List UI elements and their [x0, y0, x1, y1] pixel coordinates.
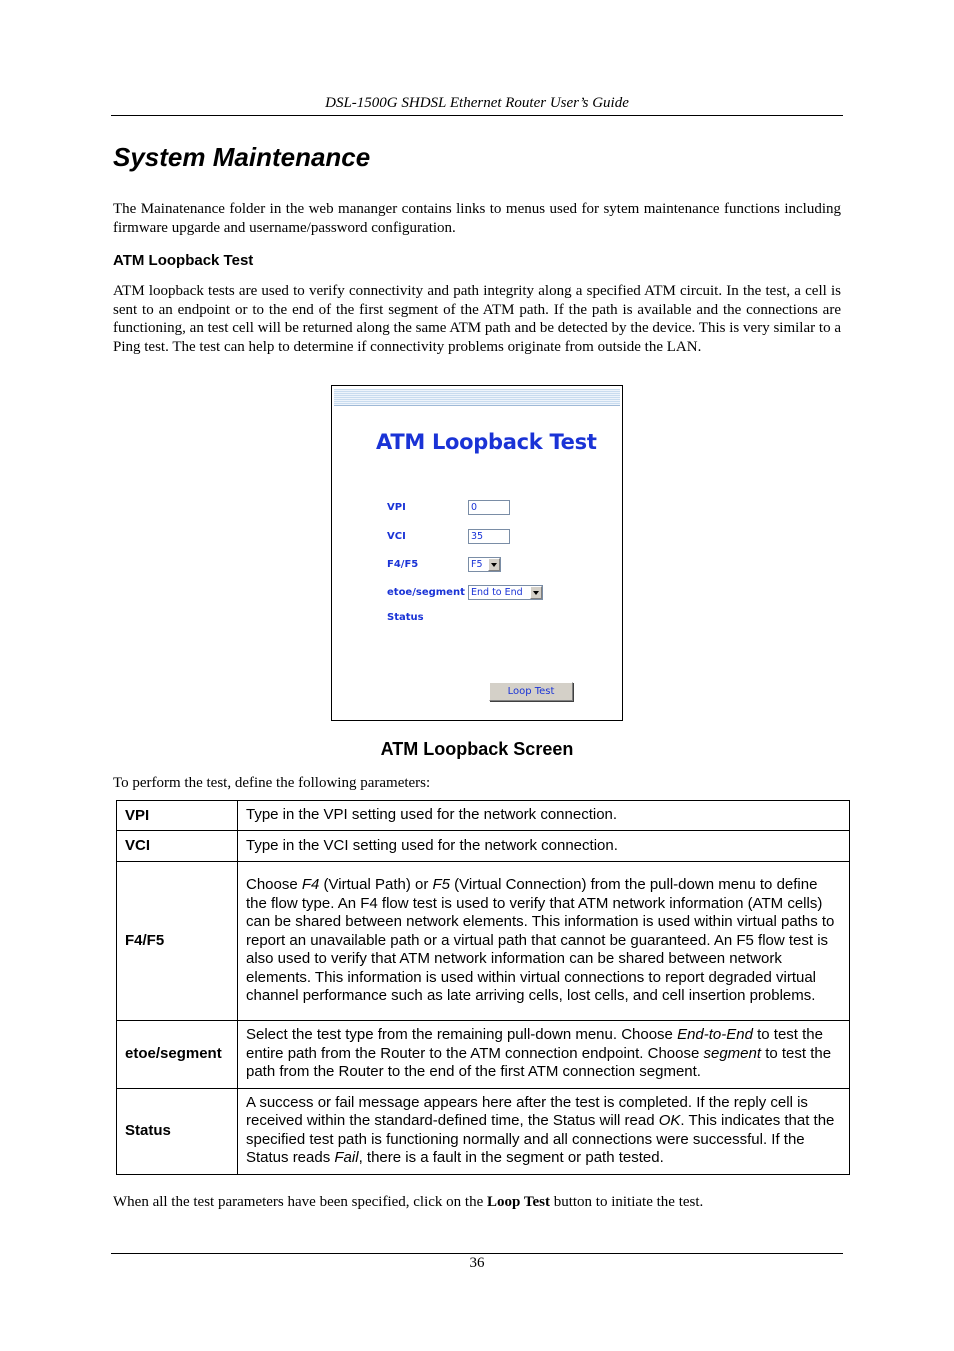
page-title: System Maintenance [113, 142, 371, 172]
desc-emphasis: Fail [334, 1149, 359, 1167]
section-paragraph: ATM loopback tests are used to verify connectivity and path integrity along a specified ATM circuit. In the test, a cell is sent to an endpoint or to the end of the first segment of the ATM path. If the path is available and the connections are functioning, an test cell will be returned along the same ATM path and be detected by the device. This is very similar to a Ping test. The test can help to determine if connectivity problems originate from outside the LAN. [113, 283, 841, 355]
vci-input[interactable]: 35 [468, 529, 510, 544]
desc-text: A success or fail message appears here after the test is completed. If the reply cell is received within the standard-defined time, the Status will read [246, 1093, 808, 1130]
intro-paragraph: The Mainatenance folder in the web mananger contains links to menus used for sytem maintenance functions including firmware upgarde and username/password configuration. [113, 201, 841, 236]
param-name-status: Status [117, 1088, 238, 1174]
loop-test-button[interactable]: Loop Test [489, 682, 573, 701]
closing-paragraph [113, 1193, 841, 1212]
desc-text: (Virtual Connection) from the pull-down menu to define the flow type. An F4 flow test is used to verify that ATM network information (ATM cells) can be shared between network elements. This information is used within virtual paths to report an unavailable path or a virtual path that cannot be guaranteed. An F5 flow test is also used to verify that ATM network information can be shared between network elements. This information is used within virtual connections to report degraded virtual channel performance such as late arriving cells, lost cells, and cell insertion problems. [246, 876, 835, 1004]
table-row [117, 801, 850, 831]
footer-rule [111, 1253, 843, 1254]
figure-caption: ATM Loopback Screen [380, 739, 574, 759]
table-row [117, 1088, 850, 1174]
desc-text: Select the test type from the remaining pull-down menu. Choose [246, 1026, 678, 1044]
param-desc-status [238, 1088, 850, 1174]
desc-text: (Virtual Path) or [319, 876, 433, 894]
desc-emphasis: segment [703, 1044, 762, 1062]
param-name-f4f5: F4/F5 [117, 862, 238, 1021]
table-intro: To perform the test, define the following parameters: [113, 775, 431, 791]
section-heading: ATM Loopback Test [113, 252, 254, 269]
desc-text: to test the path from the Router to the end of the first ATM connection segment. [246, 1044, 832, 1081]
parameter-table [116, 800, 850, 1175]
panel-header-band [334, 389, 620, 406]
etoe-selected-value: End to End [471, 587, 523, 598]
desc-text: , there is a fault in the segment or path tested. [358, 1149, 664, 1167]
param-name-etoe-segment: etoe/segment [117, 1021, 238, 1088]
running-header: DSL-1500G SHDSL Ethernet Router User’s Guide [325, 95, 629, 111]
param-desc-etoe-segment [238, 1021, 850, 1088]
desc-text: . This indicates that the specified test path is functioning normally and all connections were successful. If the Status reads [246, 1112, 835, 1167]
closing-bold: Loop Test [487, 1194, 550, 1210]
f4f5-label: F4/F5 [387, 559, 419, 570]
page-number: 36 [469, 1255, 485, 1271]
param-desc-f4f5 [238, 862, 850, 1021]
etoe-segment-select[interactable] [468, 585, 543, 600]
desc-text: to test the entire path from the Router to the ATM connection endpoint. Choose [246, 1026, 823, 1062]
vci-label: VCI [387, 531, 406, 542]
table-row [117, 1021, 850, 1088]
closing-text: When all the test parameters have been specified, click on the [113, 1194, 488, 1210]
vpi-input[interactable]: 0 [468, 500, 510, 515]
f4f5-selected-value: F5 [471, 559, 483, 570]
param-name-vpi: VPI [117, 801, 238, 831]
table-row [117, 862, 850, 1021]
vpi-label: VPI [387, 502, 406, 513]
desc-emphasis: F5 [432, 876, 451, 894]
desc-text: Choose [246, 876, 302, 894]
screen-title: ATM Loopback Test [376, 430, 597, 454]
f4f5-select[interactable] [468, 557, 501, 572]
closing-text: button to initiate the test. [549, 1194, 704, 1210]
etoe-segment-label: etoe/segment [387, 587, 465, 598]
param-desc-vpi: Type in the VPI setting used for the network connection. [238, 801, 850, 831]
chevron-down-icon[interactable] [530, 586, 542, 599]
desc-emphasis: OK [658, 1112, 681, 1130]
desc-emphasis: End-to-End [677, 1026, 753, 1044]
param-desc-vci: Type in the VCI setting used for the network connection. [238, 831, 850, 862]
status-label: Status [387, 612, 424, 623]
chevron-down-icon[interactable] [488, 558, 500, 571]
param-name-vci: VCI [117, 831, 238, 862]
desc-emphasis: F4 [301, 876, 320, 894]
header-rule [111, 115, 843, 116]
table-row [117, 831, 850, 862]
atm-loopback-screenshot [331, 385, 623, 721]
